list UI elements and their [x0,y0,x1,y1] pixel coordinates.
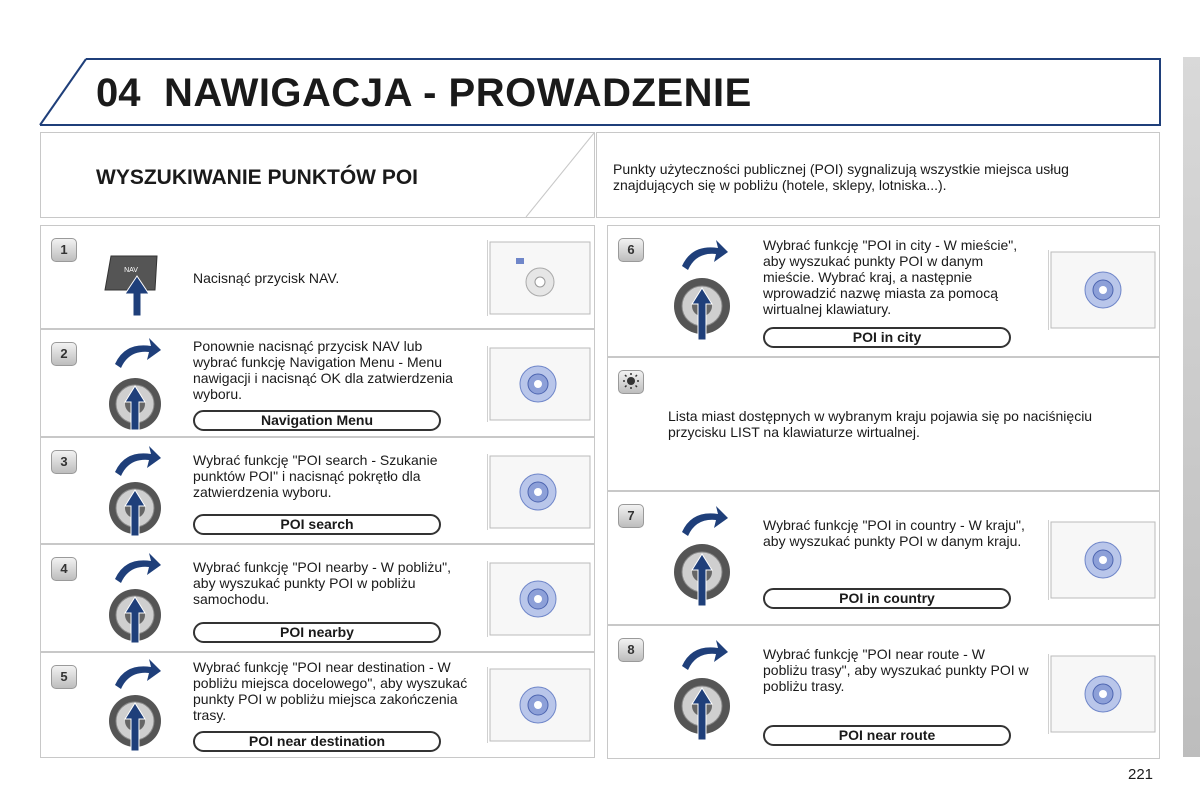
step-text: Wybrać funkcję "POI near route - W pobliżu trasy", aby wyszukać punkty POI w pobliżu trasy. [763,646,1029,694]
intro-box [596,132,1160,218]
fold-corner [525,132,595,218]
radio-unit-icon [487,667,591,743]
step-text: Ponownie nacisnąć przycisk NAV lub wybrać funkcję Navigation Menu - Menu nawigacji i nacisnąć OK dla zatwierdzenia wyboru. [193,338,453,402]
step-text: Wybrać funkcję "POI search - Szukanie punktów POI" i nacisnąć pokrętło dla zatwierdzenia wyboru. [193,452,438,500]
tip-box [607,357,1160,491]
rotary-knob-icon [668,502,748,614]
step-3 [40,437,595,544]
step-2 [40,329,595,437]
nav-button-icon [101,250,181,320]
step-4 [40,544,595,652]
radio-unit-icon [487,240,591,316]
menu-option-button[interactable]: POI nearby [193,622,441,643]
menu-option-button[interactable]: POI in country [763,588,1011,609]
chapter-title: NAWIGACJA - PROWADZENIE [164,71,752,115]
step-6 [607,225,1160,357]
radio-unit-icon [487,454,591,530]
intro-text: Punkty użyteczności publicznej (POI) sygnalizują wszystkie miejsca usług znajdujących się w pobliżu (hotele, sklepy, lotniska...). [613,161,1069,193]
step-number-badge: 1 [51,238,77,262]
rotary-knob-icon [101,442,181,542]
nav-button-label: NAV [124,267,138,274]
step-number-badge: 3 [51,450,77,474]
step-text: Wybrać funkcję "POI in city - W mieście", aby wyszukać punkty POI w danym mieście. Wybrać kraj, a następnie wprowadzić nazwę miasta za pomocą wirtualnej klawiatury. [763,237,1018,317]
menu-option-button[interactable]: POI search [193,514,441,535]
step-number-badge: 2 [51,342,77,366]
chapter-header [38,57,1162,127]
rotary-knob-icon [668,236,748,348]
step-number-badge: 8 [618,638,644,662]
tip-text: Lista miast dostępnych w wybranym kraju pojawia się po naciśnięciu przycisku LIST na klawiaturze wirtualnej. [668,408,1093,440]
step-text: Wybrać funkcję "POI nearby - W pobliżu", aby wyszukać punkty POI w pobliżu samochodu. [193,559,452,607]
page-number: 221 [1128,766,1154,783]
step-7 [607,491,1160,625]
menu-option-button[interactable]: POI near destination [193,731,441,752]
radio-unit-icon [487,561,591,637]
radio-unit-icon [1048,654,1156,734]
step-number-badge: 7 [618,504,644,528]
menu-option-button[interactable]: POI near route [763,725,1011,746]
radio-unit-icon [1048,520,1156,600]
section-title: WYSZUKIWANIE PUNKTÓW POI [96,166,418,189]
radio-unit-icon [1048,250,1156,330]
lightbulb-icon [618,370,644,394]
step-text: Nacisnąć przycisk NAV. [193,270,340,286]
section-title-box [40,132,595,218]
step-text: Wybrać funkcję "POI in country - W kraju", aby wyszukać punkty POI w danym kraju. [763,517,1025,549]
rotary-knob-icon [101,655,181,757]
rotary-knob-icon [101,549,181,649]
side-strip [1183,57,1200,757]
step-5 [40,652,595,758]
step-1 [40,225,595,329]
step-number-badge: 5 [51,665,77,689]
chapter-number: 04 [96,71,141,115]
step-number-badge: 4 [51,557,77,581]
menu-option-button[interactable]: Navigation Menu [193,410,441,431]
step-text: Wybrać funkcję "POI near destination - W pobliżu miejsca docelowego", aby wyszukać punkty POI w pobliżu miejsca zakończenia trasy. [193,659,468,723]
rotary-knob-icon [101,334,181,434]
menu-option-button[interactable]: POI in city [763,327,1011,348]
step-8 [607,625,1160,759]
rotary-knob-icon [668,636,748,748]
radio-unit-icon [487,346,591,422]
step-number-badge: 6 [618,238,644,262]
